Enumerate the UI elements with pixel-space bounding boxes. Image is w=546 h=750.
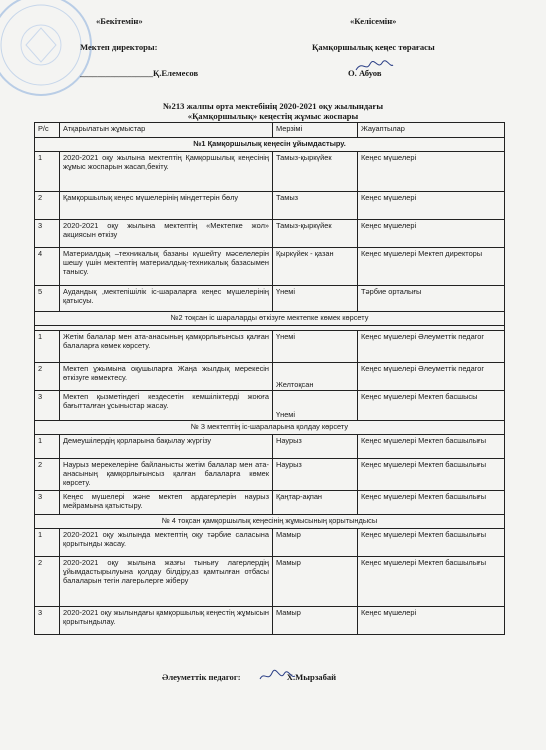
row-activity: Аудандық ,мектепішілік іс-шараларға кеңес мүшелерінің қатысуы. [60,286,273,312]
row-responsible: Кеңес мүшелері Мектеп басшылығы [358,459,505,491]
table-row [35,491,505,515]
approval-block [58,16,198,78]
plan-title-line-1: №213 жалпы орта мектебінің 2020-2021 оқу жылындағы [162,101,384,111]
section-title: № 4 тоқсан қамқоршылық кеңесінің жұмысының қорытындысы [35,515,505,529]
section-title: №2 тоқсан іс шараларды өткізуге мектепке көмек көрсету [35,312,505,326]
row-deadline: Мамыр [273,529,358,557]
row-responsible: Кеңес мүшелері Мектеп басшылығы [358,557,505,607]
table-row [35,220,505,248]
table-row [35,331,505,363]
row-deadline: Наурыз [273,435,358,459]
row-deadline: Мамыр [273,557,358,607]
director-title: Мектеп директоры: [80,42,158,52]
plan-title-line-2: «Қамқоршылық» кеңестің жұмыс жоспары [187,111,359,121]
table-row [35,363,505,391]
col-header-activities: Атқарылатын жұмыстар [60,123,273,138]
row-deadline: Үнемі [273,286,358,312]
table-row [35,152,505,192]
section-row [35,515,505,529]
table-header-row [35,123,505,138]
row-responsible: Кеңес мүшелері Мектеп басшылығы [358,529,505,557]
social-pedagogue-name: Х.Мырзабай [286,672,337,682]
table-row [35,607,505,635]
row-activity: 2020-2021 оқу жылында мектептің оқу тәрбие саласына қорытынды жасау. [60,529,273,557]
table-row [35,248,505,286]
row-deadline: Қаңтар-ақпан [273,491,358,515]
row-activity: Мектеп қызметіндегі кездесетін кемшіліктерді жоюға бағытталған ұсыныстар жасау. [60,391,273,421]
work-plan-table [34,122,505,635]
section-title: № 3 мектептің іс-шараларына қолдау көрсету [35,421,505,435]
pedagogue-signature-icon [258,668,296,684]
row-number: 1 [35,152,60,192]
row-responsible: Кеңес мүшелері Мектеп басшылығы [358,435,505,459]
row-activity: Материалдық –техникалық базаны күшейту мәселелерін шешу үшін мектептің материалдық-техникалық базасымен танысу. [60,248,273,286]
row-activity: Қамқоршылық кеңес мүшелерінің міндеттерін бөлу [60,192,273,220]
table-row [35,557,505,607]
section-title: №1 Қамқоршылық кеңесін ұйымдастыру. [35,138,505,152]
row-number: 1 [35,529,60,557]
table-row [35,435,505,459]
council-chair-title: Қамқоршылық кеңес төрағасы [312,42,435,52]
row-deadline: Тамыз-қыркүйек [273,220,358,248]
row-number: 1 [35,331,60,363]
row-responsible: Кеңес мүшелері Әлеуметтік педагог [358,331,505,363]
agreed-label: «Келісемін» [350,16,397,26]
row-number: 1 [35,435,60,459]
row-responsible: Тәрбие орталығы [358,286,505,312]
section-row [35,138,505,152]
row-responsible: Кеңес мүшелері [358,152,505,192]
row-deadline: Қыркүйек - қазан [273,248,358,286]
table-row [35,529,505,557]
approved-label: «Бекітемін» [96,16,143,26]
row-responsible: Кеңес мүшелері [358,220,505,248]
row-number: 2 [35,557,60,607]
row-number: 2 [35,363,60,391]
row-responsible: Кеңес мүшелері Мектеп басшылығы [358,491,505,515]
table-row [35,459,505,491]
table-row [35,391,505,421]
col-header-responsible: Жауаптылар [358,123,505,138]
row-responsible: Кеңес мүшелері [358,192,505,220]
row-number: 2 [35,192,60,220]
row-deadline: Наурыз [273,459,358,491]
chair-signature-icon [354,58,394,74]
row-deadline: Үнемі [273,391,358,421]
row-activity: Наурыз мерекелеріне байланысты жетім балалар мен ата-анасының қамқорлығынсыз қалған балаларға көмек көрсету. [60,459,273,491]
row-activity: 2020-2021 оқу жылындағы қамқоршылық кеңестің жұмысын қорытындылау. [60,607,273,635]
row-responsible: Кеңес мүшелері Әлеуметтік педагог [358,363,505,391]
row-deadline: Желтоқсан [273,363,358,391]
col-header-number: Р/с [35,123,60,138]
row-activity: Демеушілердің қорларына бақылау жүргізу [60,435,273,459]
row-activity: 2020-2021 оқу жылына мектептің «Мектепке жол» акциясын өткізу [60,220,273,248]
row-number: 3 [35,607,60,635]
row-responsible: Кеңес мүшелері Мектеп директоры [358,248,505,286]
section-row [35,421,505,435]
row-deadline: Мамыр [273,607,358,635]
row-activity: Жетім балалар мен ата-анасының қамқорлығынсыз қалған балаларға көмек көрсету. [60,331,273,363]
row-number: 2 [35,459,60,491]
col-header-deadline: Мерзімі [273,123,358,138]
row-number: 5 [35,286,60,312]
row-activity: 2020-2021 оқу жылына жазғы тынығу лагерлердің ұйымдастырылуына қолдау білдіру,аз қамтылған отбасы балаларын тегін лагерьлерге жіберу [60,557,273,607]
row-deadline: Тамыз [273,192,358,220]
row-deadline: Үнемі [273,331,358,363]
table-row [35,286,505,312]
row-deadline: Тамыз-қыркүйек [273,152,358,192]
table-row [35,192,505,220]
row-activity: Кеңес мүшелері және мектеп ардагерлерін наурыз мейрамына қатыстыру. [60,491,273,515]
row-activity: Мектеп ұжымына оқушыларға Жаңа жылдық мерекесін өткізуге көмектесу. [60,363,273,391]
social-pedagogue-title: Әлеуметтік педагог: [162,672,241,682]
row-number: 3 [35,391,60,421]
row-number: 3 [35,220,60,248]
footer-signature [162,672,336,682]
director-signature-line: _________________Қ.Елемесов [80,68,199,78]
row-activity: 2020-2021 оқу жылына мектептің Қамқоршылық кеңесінің жұмыс жоспарын жасап,бекіту. [60,152,273,192]
row-responsible: Кеңес мүшелері Мектеп басшысы [358,391,505,421]
row-number: 3 [35,491,60,515]
council-chair-name: О. Абуов [348,68,382,78]
section-row [35,312,505,326]
row-number: 4 [35,248,60,286]
row-responsible: Кеңес мүшелері [358,607,505,635]
